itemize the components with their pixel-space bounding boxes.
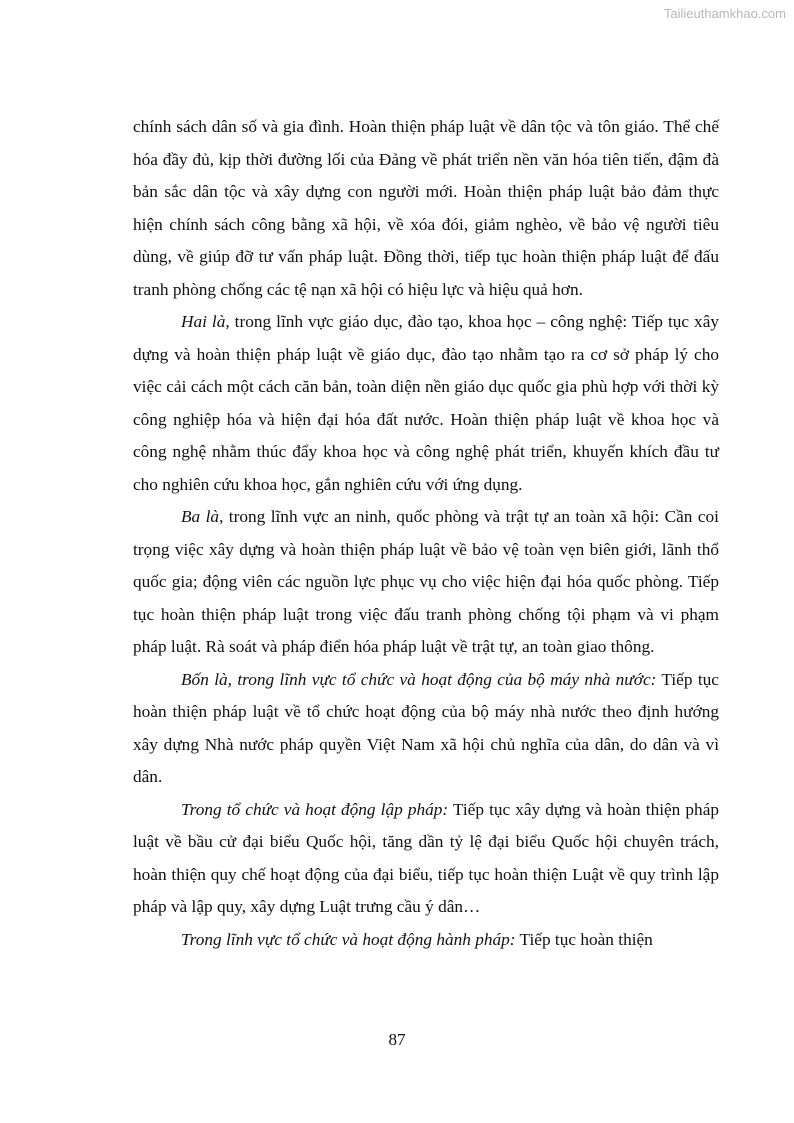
page-body [133, 111, 719, 956]
paragraph-lap-phap [133, 794, 719, 924]
paragraph-ba-la [133, 501, 719, 664]
paragraph-text: Tiếp tục hoàn thiện pháp luật về tổ chức hoạt động của bộ máy nhà nước theo định hướng xây dựng Nhà nước pháp quyền Việt Nam xã hội chủ nghĩa của dân, do dân và vì dân. [133, 669, 719, 786]
paragraph-lead: Trong lĩnh vực tổ chức và hoạt động hành pháp: [181, 929, 516, 949]
watermark: Tailieuthamkhao.com [663, 6, 786, 21]
paragraph-lead: Trong tổ chức và hoạt động lập pháp: [181, 799, 449, 819]
page-number: 87 [388, 1030, 406, 1049]
paragraph-text: Tiếp tục hoàn thiện [515, 929, 653, 949]
paragraph-text: , trong lĩnh vực an ninh, quốc phòng và trật tự an toàn xã hội: Cần coi trọng việc xây dựng và hoàn thiện pháp luật về bảo vệ toàn vẹn biên giới, lãnh thổ quốc gia; động viên các nguồn lực phục vụ cho việc hiện đại hóa quốc phòng. Tiếp tục hoàn thiện pháp luật trong việc đấu tranh phòng chống tội phạm và vi phạm pháp luật. Rà soát và pháp điển hóa pháp luật về trật tự, an toàn giao thông. [133, 507, 719, 656]
paragraph-text: Tiếp tục xây dựng và hoàn thiện pháp luật về bầu cử đại biểu Quốc hội, tăng dần tỷ lệ đại biểu Quốc hội chuyên trách, hoàn thiện quy chế hoạt động của đại biểu, tiếp tục hoàn thiện Luật về quy trình lập pháp và lập quy, xây dựng Luật trưng cầu ý dân… [133, 799, 720, 916]
paragraph-lead: Hai là, [181, 312, 230, 331]
paragraph-hanh-phap [133, 924, 719, 957]
paragraph-text: trong lĩnh vực giáo dục, đào tạo, khoa học – công nghệ: Tiếp tục xây dựng và hoàn thiện pháp luật về giáo dục, đào tạo nhằm tạo ra cơ sở pháp lý cho việc cải cách một cách căn bản, toàn diện nền giáo dục quốc gia phù hợp với thời kỳ công nghiệp hóa và hiện đại hóa đất nước. Hoàn thiện pháp luật về khoa học và công nghệ nhằm thúc đẩy khoa học và công nghệ phát triển, khuyến khích đầu tư cho nghiên cứu khoa học, gắn nghiên cứu với ứng dụng. [133, 312, 719, 494]
paragraph-hai-la [133, 306, 719, 501]
paragraph-lead: Bốn là, trong lĩnh vực tổ chức và hoạt động của bộ máy nhà nước: [181, 669, 657, 689]
paragraph-lead: Ba là [181, 507, 220, 526]
paragraph-continuation [133, 111, 719, 306]
paragraph-text: chính sách dân số và gia đình. Hoàn thiện pháp luật về dân tộc và tôn giáo. Thể chế hóa đầy đủ, kịp thời đường lối của Đảng về phát triển nền văn hóa tiên tiến, đậm đà bản sắc dân tộc và xây dựng con người mới. Hoàn thiện pháp luật bảo đảm thực hiện chính sách công bằng xã hội, về xóa đói, giảm nghèo, về bảo vệ người tiêu dùng, về giúp đỡ tư vấn pháp luật. Đồng thời, tiếp tục hoàn thiện pháp luật để đấu tranh phòng chống các tệ nạn xã hội có hiệu lực và hiệu quả hơn. [133, 117, 719, 299]
paragraph-bon-la [133, 664, 719, 794]
